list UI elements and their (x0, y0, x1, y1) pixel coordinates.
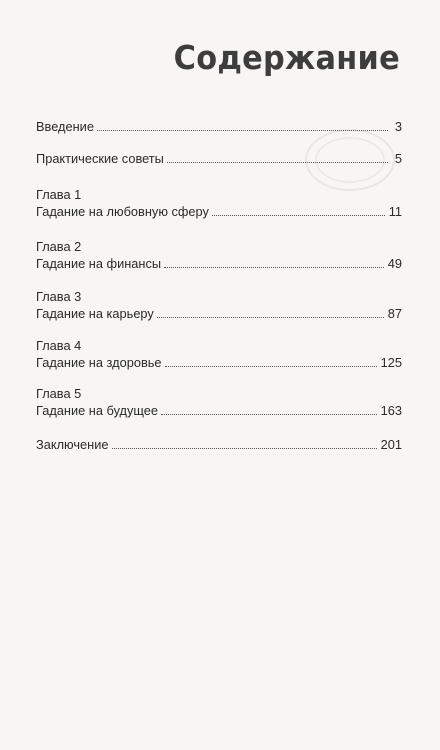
dot-leader (212, 214, 385, 216)
chapter-label: Глава 1 (36, 187, 82, 202)
toc-page-number: 11 (388, 204, 402, 219)
toc-page-number: 125 (380, 355, 402, 370)
toc-entry-title: Гадание на будущее (36, 403, 159, 418)
dot-leader (167, 161, 388, 163)
toc-entry-title: Практические советы (36, 151, 164, 166)
toc-item-chapter-5[interactable] (36, 385, 402, 419)
toc-entry-title: Гадание на финансы (36, 256, 162, 271)
toc-item-introduction[interactable] (36, 118, 402, 135)
toc-item-chapter-2[interactable] (36, 238, 402, 272)
toc-page-number: 201 (380, 437, 402, 452)
chapter-label: Глава 5 (36, 386, 82, 401)
chapter-label: Глава 2 (36, 239, 82, 254)
toc-entry-title: Введение (36, 119, 94, 134)
toc-page-number: 5 (394, 151, 402, 166)
toc-item-practical-advice[interactable] (36, 150, 402, 167)
toc-item-chapter-4[interactable] (36, 337, 402, 371)
toc-item-chapter-1[interactable] (36, 186, 402, 220)
toc-entry-title: Заключение (36, 437, 109, 452)
toc-page-number: 163 (380, 403, 402, 418)
toc-entry-title: Гадание на карьеру (36, 306, 154, 321)
dot-leader (97, 129, 388, 131)
page-title: Содержание (173, 38, 400, 77)
dot-leader (157, 316, 384, 318)
toc-item-conclusion[interactable] (36, 436, 402, 453)
toc-page-number: 87 (387, 306, 402, 321)
chapter-label: Глава 4 (36, 338, 82, 353)
toc-item-chapter-3[interactable] (36, 288, 402, 322)
toc-page-number: 49 (387, 256, 402, 271)
dot-leader (112, 447, 377, 449)
chapter-label: Глава 3 (36, 289, 82, 304)
toc-entry-title: Гадание на любовную сферу (36, 204, 209, 219)
toc-page-number: 3 (394, 119, 402, 134)
toc-entry-title: Гадание на здоровье (36, 355, 162, 370)
dot-leader (164, 266, 384, 268)
dot-leader (165, 365, 377, 367)
dot-leader (161, 413, 377, 415)
